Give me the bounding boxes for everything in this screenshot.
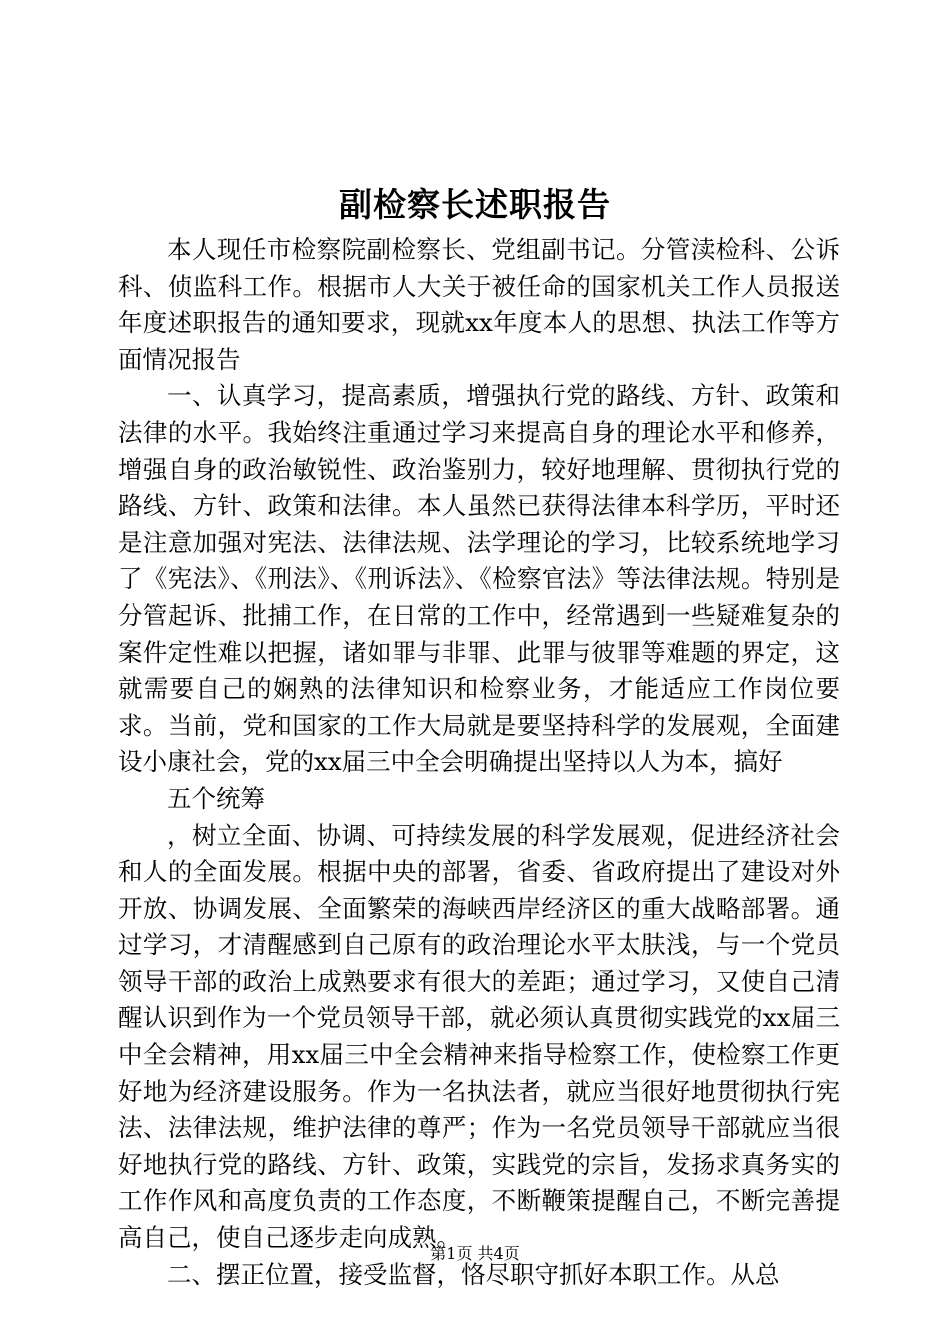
paragraph-five-coordinations: 五个统筹 [167,783,265,813]
paragraph-section-one: 一、认真学习，提高素质，增强执行党的路线、方针、政策和法律的水平。我始终注重通过学习来提高自身的理论水平和修养，增强自身的政治敏锐性、政治鉴别力，较好地理解、贯彻执行党的路线、方针、政策和法律。本人虽然已获得法律本科学历，平时还是注意加强对宪法、法律法规、法学理论的学习，比较系统地学习了《宪法》、《刑法》、《刑诉法》、《检察官法》等法律法规。特别是分管起诉、批捕工作，在日常的工作中，经常遇到一些疑难复杂的案件定性难以把握，诸如罪与非罪、此罪与彼罪等难题的界定，这就需要自己的娴熟的法律知识和检察业务，才能适应工作岗位要求。当前，党和国家的工作大局就是要坚持科学的发展观，全面建设小康社会，党的xx届三中全会明确提出坚持以人为本，搞好 [118,381,840,777]
page-indicator: 第1页 共4页 [430,1244,520,1263]
paragraph-development-view: ，树立全面、协调、可持续发展的科学发展观，促进经济社会和人的全面发展。根据中央的部署，省委、省政府提出了建设对外开放、协调发展、全面繁荣的海峡西岸经济区的重大战略部署。通过学习，才清醒感到自己原有的政治理论水平太肤浅，与一个党员领导干部的政治上成熟要求有很大的差距；通过学习，又使自己清醒认识到作为一个党员领导干部，就必须认真贯彻实践党的xx届三中全会精神，用xx届三中全会精神来指导检察工作，使检察工作更好地为经济建设服务。作为一名执法者，就应当很好地贯彻执行宪法、法律法规，维护法律的尊严；作为一名党员领导干部就应当很好地执行党的路线、方针、政策，实践党的宗旨，发扬求真务实的工作作风和高度负责的工作态度，不断鞭策提醒自己，不断完善提高自己，使自己逐步走向成熟。 [118,820,840,1253]
paragraph-section-two: 二、摆正位置，接受监督，恪尽职守抓好本职工作。从总 [167,1259,780,1289]
document-title: 副检察长述职报告 [339,185,611,224]
paragraph-intro: 本人现任市检察院副检察长、党组副书记。分管渎检科、公诉科、侦监科工作。根据市人大关于被任命的国家机关工作人员报送年度述职报告的通知要求，现就xx年度本人的思想、执法工作等方面情况报告 [118,235,840,374]
document-body [118,232,840,1293]
